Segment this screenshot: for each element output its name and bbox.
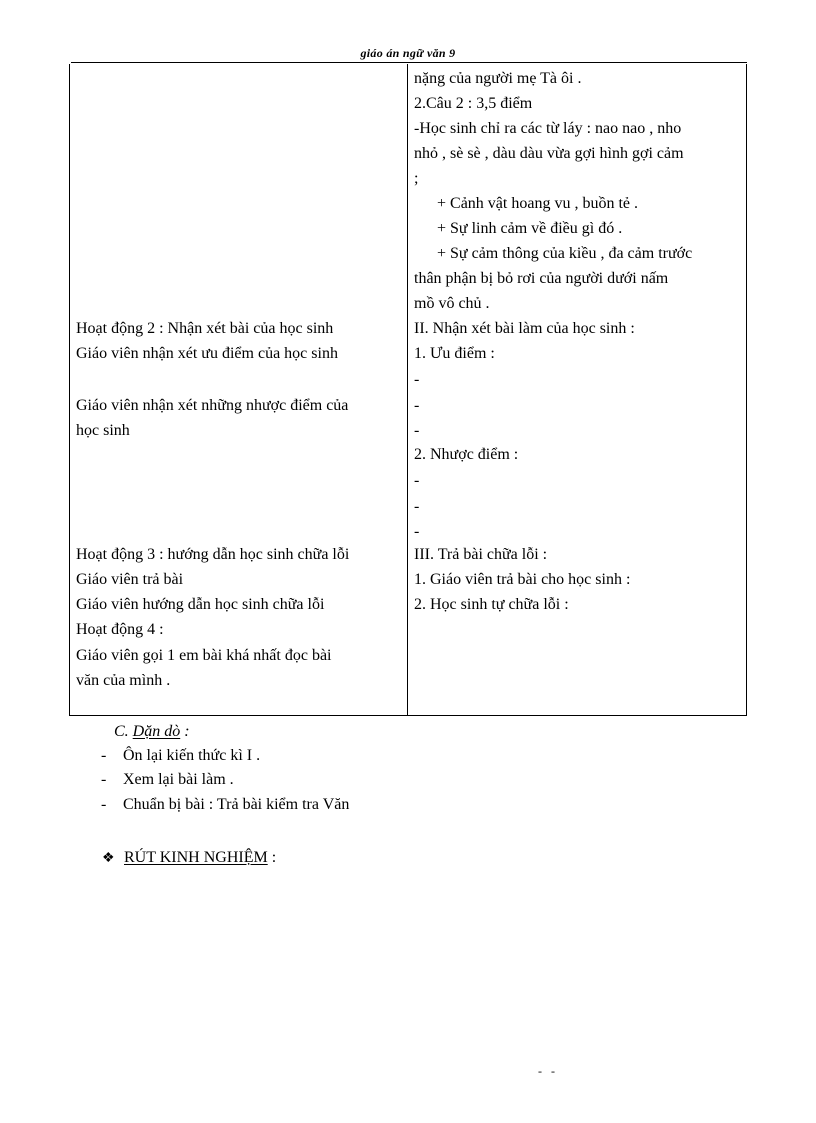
section-c-prefix: C. [114, 723, 129, 740]
section-c-colon: : [184, 723, 190, 740]
right-section-ii: II. Nhận xét bài làm của học sinh : [414, 320, 635, 337]
right-weaknesses-dash-1: - [414, 472, 420, 489]
right-strengths-dash-2: - [414, 397, 420, 414]
list-item-text: Ôn lại kiến thức kì I . [123, 747, 261, 764]
header-rule [71, 62, 747, 63]
left-teacher-strengths: Giáo viên nhận xét ưu điểm của học sinh [76, 345, 338, 362]
list-item [0, 793, 816, 817]
right-line-1: nặng của người mẹ Tà ôi . [414, 70, 582, 87]
list-item-text: Chuẩn bị bài : Trả bài kiểm tra Văn [123, 796, 350, 813]
right-section-iii: III. Trả bài chữa lỗi : [414, 546, 548, 563]
list-bullet: - [101, 796, 107, 813]
right-point-1: + Cảnh vật hoang vu , buồn tẻ . [437, 195, 638, 212]
right-strengths-dash-3: - [414, 422, 420, 439]
right-weaknesses-dash-2: - [414, 498, 420, 515]
right-weaknesses-heading: 2. Nhược điểm : [414, 446, 519, 463]
list-item [0, 744, 816, 768]
list-bullet: - [101, 747, 107, 764]
right-point-3-cont: thân phận bị bỏ rơi của người dưới nấm [414, 270, 669, 287]
right-laytu-1: -Học sinh chỉ ra các từ láy : nao nao , nho [414, 120, 682, 137]
right-strengths-dash-1: - [414, 371, 420, 388]
left-activity-3: Hoạt động 3 : hướng dẫn học sinh chữa lỗi [76, 546, 350, 563]
right-question-2: 2.Câu 2 : 3,5 điểm [414, 95, 533, 112]
left-read-best: Giáo viên gọi 1 em bài khá nhất đọc bài [76, 647, 332, 664]
section-c-heading [114, 720, 190, 744]
right-point-3-end: mồ vô chủ . [414, 295, 490, 312]
list-bullet: - [101, 771, 107, 788]
left-return-work: Giáo viên trả bài [76, 571, 184, 588]
list-item-text: Xem lại bài làm . [123, 771, 234, 788]
table-column-divider [407, 64, 408, 716]
right-point-3: + Sự cảm thông của kiều , đa cảm trước [437, 245, 693, 262]
right-student-fix: 2. Học sinh tự chữa lỗi : [414, 596, 569, 613]
right-laytu-3: ; [414, 170, 419, 187]
right-strengths-heading: 1. Ưu điểm : [414, 345, 495, 362]
page-header-title: giáo án ngữ văn 9 [360, 46, 456, 60]
left-activity-2: Hoạt động 2 : Nhận xét bài của học sinh [76, 320, 334, 337]
rut-kinh-nghiem-heading [102, 846, 276, 871]
page-number: - - [538, 1064, 558, 1078]
right-point-2: + Sự linh cảm về điều gì đó . [437, 220, 623, 237]
left-teacher-weaknesses: Giáo viên nhận xét những nhược điểm của [76, 397, 349, 414]
section-c-title: Dặn dò [132, 723, 181, 740]
left-teacher-weaknesses-cont: học sinh [76, 422, 130, 439]
left-read-best-cont: văn của mình . [76, 672, 171, 689]
list-item [0, 768, 816, 792]
right-teacher-return: 1. Giáo viên trả bài cho học sinh : [414, 571, 631, 588]
left-guide-fix: Giáo viên hướng dẫn học sinh chữa lỗi [76, 596, 325, 613]
diamond-bullet-icon: ❖ [102, 851, 115, 866]
right-weaknesses-dash-3: - [414, 523, 420, 540]
right-laytu-2: nhỏ , sè sè , dàu dàu vừa gợi hình gợi cảm [414, 145, 684, 162]
left-activity-4: Hoạt động 4 : [76, 621, 164, 638]
rut-kinh-nghiem-title: RÚT KINH NGHIỆM [124, 849, 268, 866]
rut-kinh-nghiem-colon: : [271, 849, 277, 866]
